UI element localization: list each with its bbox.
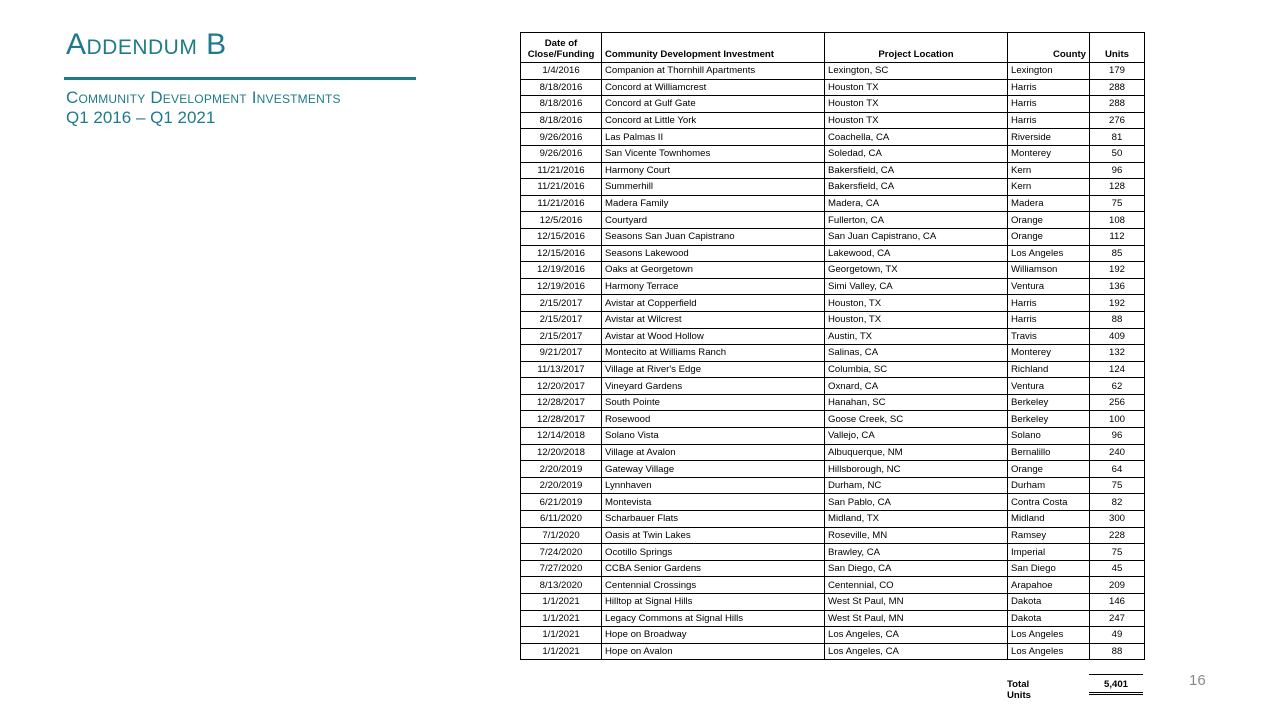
cell-date: 2/20/2019 xyxy=(521,477,602,494)
cell-date: 12/28/2017 xyxy=(521,394,602,411)
cell-date: 1/4/2016 xyxy=(521,63,602,80)
cell-units: 209 xyxy=(1090,577,1145,594)
table-row xyxy=(521,345,1145,362)
cell-units: 132 xyxy=(1090,345,1145,362)
cell-location: Houston TX xyxy=(825,112,1008,129)
cell-location: Madera, CA xyxy=(825,195,1008,212)
cell-investment: Concord at Williamcrest xyxy=(602,79,825,96)
cell-location: Bakersfield, CA xyxy=(825,162,1008,179)
cell-investment: Village at River's Edge xyxy=(602,361,825,378)
cell-units: 256 xyxy=(1090,394,1145,411)
cell-units: 88 xyxy=(1090,311,1145,328)
cell-location: Simi Valley, CA xyxy=(825,278,1008,295)
cell-units: 136 xyxy=(1090,278,1145,295)
table-body xyxy=(521,63,1145,660)
cell-county: Orange xyxy=(1008,228,1090,245)
cell-county: Travis xyxy=(1008,328,1090,345)
table-row xyxy=(521,212,1145,229)
cell-date: 8/18/2016 xyxy=(521,79,602,96)
cell-units: 128 xyxy=(1090,179,1145,196)
cell-location: Vallejo, CA xyxy=(825,428,1008,445)
cell-date: 12/15/2016 xyxy=(521,228,602,245)
cell-county: Harris xyxy=(1008,79,1090,96)
cell-units: 81 xyxy=(1090,129,1145,146)
cell-investment: Ocotillo Springs xyxy=(602,544,825,561)
table-row xyxy=(521,195,1145,212)
subtitle-line-1: Community Development Investments xyxy=(66,88,341,107)
cell-units: 85 xyxy=(1090,245,1145,262)
cell-investment: Legacy Commons at Signal Hills xyxy=(602,610,825,627)
header-date xyxy=(521,33,602,63)
cell-investment: Concord at Little York xyxy=(602,112,825,129)
cell-location: San Juan Capistrano, CA xyxy=(825,228,1008,245)
cell-units: 75 xyxy=(1090,477,1145,494)
table-row xyxy=(521,544,1145,561)
cell-county: Dakota xyxy=(1008,610,1090,627)
cell-county: Los Angeles xyxy=(1008,627,1090,644)
cell-date: 11/21/2016 xyxy=(521,195,602,212)
table-row xyxy=(521,79,1145,96)
cell-location: Houston, TX xyxy=(825,311,1008,328)
cell-location: Coachella, CA xyxy=(825,129,1008,146)
cell-date: 11/21/2016 xyxy=(521,162,602,179)
cell-investment: Vineyard Gardens xyxy=(602,378,825,395)
page-title: Addendum B xyxy=(66,28,227,61)
cell-investment: Montecito at Williams Ranch xyxy=(602,345,825,362)
cell-units: 300 xyxy=(1090,511,1145,528)
cell-location: Durham, NC xyxy=(825,477,1008,494)
table-row xyxy=(521,295,1145,312)
cell-units: 75 xyxy=(1090,195,1145,212)
cell-date: 1/1/2021 xyxy=(521,610,602,627)
cell-date: 12/14/2018 xyxy=(521,428,602,445)
cell-units: 50 xyxy=(1090,145,1145,162)
cell-location: Houston TX xyxy=(825,96,1008,113)
page-number: 16 xyxy=(1189,672,1206,689)
cell-location: Los Angeles, CA xyxy=(825,627,1008,644)
cell-location: Bakersfield, CA xyxy=(825,179,1008,196)
cell-investment: Avistar at Wilcrest xyxy=(602,311,825,328)
cell-county: Dakota xyxy=(1008,594,1090,611)
cell-county: Berkeley xyxy=(1008,411,1090,428)
cell-location: Hillsborough, NC xyxy=(825,461,1008,478)
table-row xyxy=(521,643,1145,660)
cell-location: Austin, TX xyxy=(825,328,1008,345)
header-units: Units xyxy=(1090,33,1145,63)
cell-county: Orange xyxy=(1008,212,1090,229)
cell-date: 6/11/2020 xyxy=(521,511,602,528)
cell-units: 45 xyxy=(1090,560,1145,577)
cell-date: 7/27/2020 xyxy=(521,560,602,577)
cell-investment: Harmony Terrace xyxy=(602,278,825,295)
cell-date: 8/13/2020 xyxy=(521,577,602,594)
subtitle-line-2: Q1 2016 – Q1 2021 xyxy=(66,108,216,127)
table-header-row xyxy=(521,33,1145,63)
table-row xyxy=(521,411,1145,428)
cell-location: Roseville, MN xyxy=(825,527,1008,544)
total-value: 5,401 xyxy=(1089,674,1143,695)
cell-units: 82 xyxy=(1090,494,1145,511)
cell-date: 12/19/2016 xyxy=(521,278,602,295)
cell-county: Monterey xyxy=(1008,345,1090,362)
table-row xyxy=(521,112,1145,129)
cell-investment: Village at Avalon xyxy=(602,444,825,461)
cell-date: 9/26/2016 xyxy=(521,145,602,162)
cell-units: 96 xyxy=(1090,428,1145,445)
cell-investment: Rosewood xyxy=(602,411,825,428)
cell-investment: Hope on Broadway xyxy=(602,627,825,644)
cell-units: 288 xyxy=(1090,79,1145,96)
cell-location: Lakewood, CA xyxy=(825,245,1008,262)
cell-units: 124 xyxy=(1090,361,1145,378)
table-row xyxy=(521,179,1145,196)
cell-location: Columbia, SC xyxy=(825,361,1008,378)
cell-units: 276 xyxy=(1090,112,1145,129)
cell-county: Berkeley xyxy=(1008,394,1090,411)
cell-units: 96 xyxy=(1090,162,1145,179)
table-row xyxy=(521,378,1145,395)
cell-county: Ventura xyxy=(1008,378,1090,395)
header-investment: Community Development Investment xyxy=(602,33,825,63)
cell-location: Georgetown, TX xyxy=(825,262,1008,279)
header-date-line-1: Date of xyxy=(544,38,578,49)
cell-county: Kern xyxy=(1008,162,1090,179)
cell-units: 409 xyxy=(1090,328,1145,345)
table-row xyxy=(521,594,1145,611)
cell-date: 1/1/2021 xyxy=(521,643,602,660)
table-row xyxy=(521,511,1145,528)
header-county: County xyxy=(1008,33,1090,63)
table-row xyxy=(521,444,1145,461)
table-row xyxy=(521,245,1145,262)
cell-county: Durham xyxy=(1008,477,1090,494)
cell-date: 8/18/2016 xyxy=(521,112,602,129)
cell-location: West St Paul, MN xyxy=(825,610,1008,627)
table-row xyxy=(521,145,1145,162)
cell-county: Harris xyxy=(1008,311,1090,328)
cell-units: 112 xyxy=(1090,228,1145,245)
table-row xyxy=(521,96,1145,113)
cell-location: Houston TX xyxy=(825,79,1008,96)
header-date-line-2: Close/Funding xyxy=(527,49,595,60)
cell-units: 146 xyxy=(1090,594,1145,611)
cell-investment: Centennial Crossings xyxy=(602,577,825,594)
total-label: Total Units xyxy=(1007,679,1031,701)
cell-units: 192 xyxy=(1090,295,1145,312)
cell-units: 179 xyxy=(1090,63,1145,80)
cell-date: 6/21/2019 xyxy=(521,494,602,511)
table-row xyxy=(521,63,1145,80)
cell-units: 192 xyxy=(1090,262,1145,279)
cell-units: 247 xyxy=(1090,610,1145,627)
cell-location: Salinas, CA xyxy=(825,345,1008,362)
cell-date: 9/26/2016 xyxy=(521,129,602,146)
cell-county: Ramsey xyxy=(1008,527,1090,544)
cell-location: San Pablo, CA xyxy=(825,494,1008,511)
cell-units: 75 xyxy=(1090,544,1145,561)
cell-county: Contra Costa xyxy=(1008,494,1090,511)
cell-units: 100 xyxy=(1090,411,1145,428)
cell-county: Bernalillo xyxy=(1008,444,1090,461)
cell-location: Midland, TX xyxy=(825,511,1008,528)
cell-units: 62 xyxy=(1090,378,1145,395)
cell-units: 49 xyxy=(1090,627,1145,644)
cell-date: 8/18/2016 xyxy=(521,96,602,113)
cell-investment: Las Palmas II xyxy=(602,129,825,146)
cell-investment: Scharbauer Flats xyxy=(602,511,825,528)
table-row xyxy=(521,361,1145,378)
cell-location: San Diego, CA xyxy=(825,560,1008,577)
table-row xyxy=(521,162,1145,179)
cell-date: 7/1/2020 xyxy=(521,527,602,544)
cell-units: 240 xyxy=(1090,444,1145,461)
table-row xyxy=(521,494,1145,511)
cell-investment: Oasis at Twin Lakes xyxy=(602,527,825,544)
cell-date: 1/1/2021 xyxy=(521,594,602,611)
cell-location: Lexington, SC xyxy=(825,63,1008,80)
cell-date: 12/19/2016 xyxy=(521,262,602,279)
cell-units: 88 xyxy=(1090,643,1145,660)
table-row xyxy=(521,394,1145,411)
cell-county: Riverside xyxy=(1008,129,1090,146)
title-divider xyxy=(64,77,416,80)
cell-units: 228 xyxy=(1090,527,1145,544)
cell-county: Williamson xyxy=(1008,262,1090,279)
table-row xyxy=(521,278,1145,295)
cell-investment: San Vicente Townhomes xyxy=(602,145,825,162)
cell-date: 2/20/2019 xyxy=(521,461,602,478)
cell-units: 64 xyxy=(1090,461,1145,478)
cell-county: Harris xyxy=(1008,96,1090,113)
cell-date: 12/28/2017 xyxy=(521,411,602,428)
cell-county: Harris xyxy=(1008,295,1090,312)
cell-county: Los Angeles xyxy=(1008,245,1090,262)
table-row xyxy=(521,311,1145,328)
cell-county: Orange xyxy=(1008,461,1090,478)
cell-date: 2/15/2017 xyxy=(521,295,602,312)
cell-location: Hanahan, SC xyxy=(825,394,1008,411)
cell-investment: Solano Vista xyxy=(602,428,825,445)
cell-investment: Montevista xyxy=(602,494,825,511)
header-location: Project Location xyxy=(825,33,1008,63)
cell-county: San Diego xyxy=(1008,560,1090,577)
cell-investment: CCBA Senior Gardens xyxy=(602,560,825,577)
cell-investment: Madera Family xyxy=(602,195,825,212)
cell-county: Harris xyxy=(1008,112,1090,129)
cell-date: 12/20/2018 xyxy=(521,444,602,461)
cell-date: 11/13/2017 xyxy=(521,361,602,378)
cell-county: Arapahoe xyxy=(1008,577,1090,594)
investments-table xyxy=(520,32,1145,660)
cell-date: 12/20/2017 xyxy=(521,378,602,395)
cell-date: 2/15/2017 xyxy=(521,311,602,328)
cell-investment: Oaks at Georgetown xyxy=(602,262,825,279)
table-row xyxy=(521,527,1145,544)
cell-investment: Avistar at Copperfield xyxy=(602,295,825,312)
cell-investment: Harmony Court xyxy=(602,162,825,179)
cell-location: Brawley, CA xyxy=(825,544,1008,561)
cell-location: West St Paul, MN xyxy=(825,594,1008,611)
cell-location: Fullerton, CA xyxy=(825,212,1008,229)
cell-investment: Avistar at Wood Hollow xyxy=(602,328,825,345)
cell-county: Kern xyxy=(1008,179,1090,196)
cell-investment: Courtyard xyxy=(602,212,825,229)
table-row xyxy=(521,262,1145,279)
cell-date: 11/21/2016 xyxy=(521,179,602,196)
table-row xyxy=(521,627,1145,644)
cell-date: 12/15/2016 xyxy=(521,245,602,262)
cell-county: Madera xyxy=(1008,195,1090,212)
cell-county: Ventura xyxy=(1008,278,1090,295)
cell-location: Albuquerque, NM xyxy=(825,444,1008,461)
cell-investment: South Pointe xyxy=(602,394,825,411)
cell-investment: Hilltop at Signal Hills xyxy=(602,594,825,611)
cell-county: Imperial xyxy=(1008,544,1090,561)
subtitle xyxy=(66,88,341,128)
cell-date: 9/21/2017 xyxy=(521,345,602,362)
table-row xyxy=(521,328,1145,345)
cell-location: Centennial, CO xyxy=(825,577,1008,594)
cell-investment: Concord at Gulf Gate xyxy=(602,96,825,113)
cell-investment: Summerhill xyxy=(602,179,825,196)
cell-date: 1/1/2021 xyxy=(521,627,602,644)
cell-investment: Lynnhaven xyxy=(602,477,825,494)
cell-date: 7/24/2020 xyxy=(521,544,602,561)
cell-investment: Gateway Village xyxy=(602,461,825,478)
cell-date: 2/15/2017 xyxy=(521,328,602,345)
cell-county: Monterey xyxy=(1008,145,1090,162)
cell-investment: Seasons Lakewood xyxy=(602,245,825,262)
cell-date: 12/5/2016 xyxy=(521,212,602,229)
cell-county: Solano xyxy=(1008,428,1090,445)
cell-location: Los Angeles, CA xyxy=(825,643,1008,660)
table-row xyxy=(521,428,1145,445)
cell-county: Midland xyxy=(1008,511,1090,528)
table-row xyxy=(521,577,1145,594)
cell-location: Soledad, CA xyxy=(825,145,1008,162)
cell-location: Houston, TX xyxy=(825,295,1008,312)
table-row xyxy=(521,461,1145,478)
cell-investment: Hope on Avalon xyxy=(602,643,825,660)
cell-investment: Companion at Thornhill Apartments xyxy=(602,63,825,80)
cell-units: 108 xyxy=(1090,212,1145,229)
cell-location: Oxnard, CA xyxy=(825,378,1008,395)
table-row xyxy=(521,228,1145,245)
cell-county: Los Angeles xyxy=(1008,643,1090,660)
table-row xyxy=(521,610,1145,627)
cell-location: Goose Creek, SC xyxy=(825,411,1008,428)
table-row xyxy=(521,560,1145,577)
cell-investment: Seasons San Juan Capistrano xyxy=(602,228,825,245)
cell-county: Richland xyxy=(1008,361,1090,378)
table-row xyxy=(521,477,1145,494)
cell-county: Lexington xyxy=(1008,63,1090,80)
cell-units: 288 xyxy=(1090,96,1145,113)
table-row xyxy=(521,129,1145,146)
